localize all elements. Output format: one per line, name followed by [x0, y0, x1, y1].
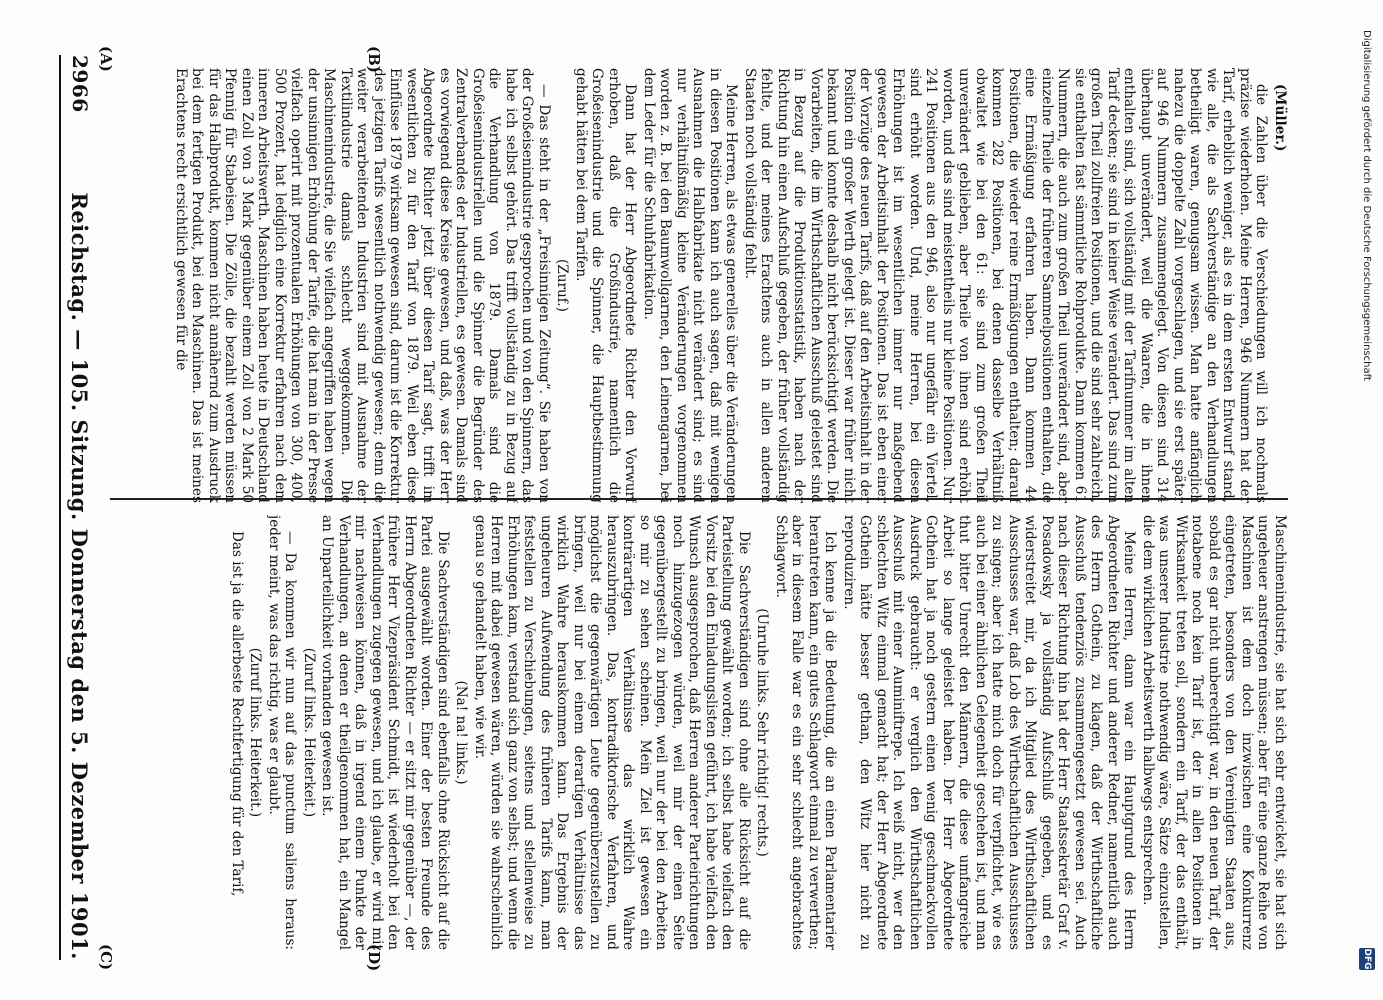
page-title: Reichstag. — 105. Sitzung. Donnerstag den 5. Dezember 1901. — [67, 192, 93, 960]
paragraph: Das ist ja die allerbeste Rechtfertigung für den Tarif, — [229, 531, 245, 897]
paragraph: Meine Herren, dann war ein Hauptgrund des Herrn Abgeordneten Richter und anderer Redner, namentlich auch des Herrn Gothein, zu klagen, daß der Wirthschaftliche Ausschuß tendenziös zusammengesetzt gewesen sei. Auch nach dieser Richtung hin hat der Herr Staatssekretär Graf v. Posadowsky ja vollständig Aufschluß gegeben, und es widerstreitet mir, da ich Mitglied des Wirthschaftlichen Ausschusses war, daß Lob des Wirthschaftlichen Ausschusses zu singen; aber ich hatte mich doch für verpflichtet, wie es auch bei einer ähnlichen Gelegenheit geschehen ist, und man thut bitter Unrecht den Männern, die diese umfangreiche Arbeit so lange geleistet haben. Der Herr Abgeordnete Gothein hat ja noch gestern einen wenig geschmackvollen Ausdruck gebraucht: er verglich den Wirthschaftlichen Ausschuß mit einer Auminiftrepe. Ich weiß nicht, wer den schlechten Witz einmal gemacht hat; der Herr Abgeordnete Gothein hätte besser gethan, den Witz hier nicht zu reproduziren. — [841, 515, 1138, 950]
margin-marker-d: (D) — [365, 944, 383, 972]
page-number: 2966 — [68, 55, 92, 113]
dfg-logo: DFG — [1359, 948, 1375, 970]
paragraph: Die Sachverständigen sind ebenfalls ohne Rücksicht auf die Partei ausgewählt worden. Einer der besten Freunde des Herrn Abgeordneten Richter — er sitzt mir gegenüber —, der frühere Herr Vizepräsident Schmidt, ist wiederholt bei den Verhandlungen zugegen gewesen, und ich glaube, er wird mit mir nachweisen können, daß in irgend einem Punkte der Verhandlungen, an denen er theilgenommen hat, ein Mangel an Unparteilichkeit vorhanden gewesen ist. — [319, 515, 451, 950]
column-divider — [110, 498, 1288, 500]
page-header — [65, 55, 95, 960]
footer-credit — [1359, 30, 1375, 970]
paragraph: Maschinenindustrie, sie hat sich sehr entwickelt, sie hat sich ungeheuer anstrengen müssen; aber für eine ganze Reihe von Maschinen ist dem doch inzwischen eine Konkurrenz eingetreten, besonders von den Vereinigten Staaten aus, sobald es gar nicht unberechtigt war, in den neuen Tarif, der notabene noch kein Tarif ist, der in allen Positionen in Wirksamkeit treten soll, sondern ein Tarif, der das enthält, was unserer Industrie nothwendig wäre, Sätze einzustellen, die dem wirklichen Arbeitswerth halbwegs entsprechen. — [1140, 515, 1288, 950]
paragraph: Die Sachverständigen sind ohne alle Rücksicht auf die Parteistellung gewählt worden; ich selbst habe vielfach den Vorsitz bei den Einladungslisten geführt, ich habe vielfach den Wunsch ausgesprochen, daß Herren anderer Parteirichtungen noch hinzugezogen würden, weil mir der einen Seite gegenübergestellt zu bringen, weil nur der bei den Arbeiten so mir zu sehen scheinen. Mein Ziel ist gewesen ein konträrartigen Verhältnisse das wirklich Wahre herauszubringen. Das, kontradiktorische Verfahren, und möglichst die gegenwärtigen Leute gegenüberzustellen zu bringen, weil nur bei einem derartigen Verhältnisse das wirklich Wahre herauskommen kann. Das Ergebnis der ungeheuren Aufwendung des früheren Tarifs kann, man feststellen zu Verschiebungen, seitens und stellenweise zu Erhöhungen kam, verstand sich ganz von selbst; und wenn die Herren mit dabei gewesen wären, würden sie wahrscheinlich genau so gehandelt haben, wie wir. — [472, 515, 752, 950]
interjection: (Zuruf links. Heiterkeit.) — [301, 647, 317, 818]
margin-marker-c: (C) — [97, 944, 115, 971]
paragraph: Dann hat der Herr Abgeordnete Richter den Vorwurf erhoben, daß die Großindustrie, namentlich die Großeisenindustrie und die Spinner, die Hauptbestimmung gehabt hätten bei dem Tarifen. — [573, 68, 639, 503]
paragraph: — Das steht in der „Freisinnigen Zeitung“. Sie haben von der Großeisenindustrie gesprochen und von den Spinnern, das habe ich selbst gehört. Das trifft vollständig zu in Bezug auf die Verhandlung von 1879. Damals sind die Großeisenindustriellen und die Spinner die Begründer des Zentralverbandes der Industriellen, es gewesen. Damals sind es vorwiegend diese Kreise gewesen, und daß, was der Herr Abgeordnete Richter jetzt über diesen Tarif sagt, trifft im wesentlichen zu für den Tarif von 1879. Weil eben diese Einflüsse 1879 wirksam gewesen sind, darum ist die Korrektur des jetzigen Tarifs wesentlich nothwendig gewesen; denn die weiter verarbeitenden Industrien sind mit Ausnahme der Textilindustrie damals schlecht weggekommen. Die Maschinenindustrie, die Sie vielfach angegriffen haben wegen der unsinnigen Erhöhung der Tarife, die hat man in der Presse vielfach operirt mit prozentualen Erhöhungen von 300, 400, 500 Prozent, hat lediglich eine Korrektur erfahren nach dem inneren Arbeitswerth. Maschinen haben heute in Deutschland einen Zoll von 3 Mark gegenüber einem Zoll von 2 Mark 50 Pfennig für Stabeisen. Die Zölle, die bezahlt werden müssen für das Halbprodukt, kommen nicht annähernd zum Ausdruck bei dem fertigen Produkt, bei den Maschinen. Das ist meines Erachtens recht ersichtlich gewesen für die — [173, 68, 552, 503]
interjection: (Zuruf links. Heiterkeit.) — [247, 647, 264, 818]
header-rule — [59, 55, 61, 960]
margin-marker-b: (B) — [365, 46, 383, 73]
margin-marker-a: (A) — [97, 46, 115, 72]
interjection: (Na! na! links.) — [453, 680, 470, 785]
left-column — [110, 68, 1288, 503]
speaker-name: (Müller.) — [1272, 84, 1288, 152]
paragraph: die Zahlen über die Verschiedungen will ich nochmals präzise wiederholen. Meine Herren, 946 Nummern hat der Tarif, erheblich weniger, als es in dem ersten Entwurf stand, wie alle, die als Sachverständige an den Verhandlungen betheiligt waren, genugsam wissen. Man hatte anfänglich nahezu die doppelte Zahl vorgeschlagen, und sie erst später auf 946 Nummern zusammengelegt. Von diesen sind 314 überhaupt unverändert, weil die Waaren, die in ihnen enthalten sind, sich vollständig mit der Tarifnummer im alten Tarif decken; sie sind in keiner Weise verändert. Das sind zum großen Theil zollfreien Positionen, und die sind sehr zahlreich, sie enthalten fast sämmtliche Rohprodukte. Dann kommen 61 Nummern, die auch zum großen Theil unverändert sind, aber einzelne Theile der früheren Sammelpositionen enthalten, die eine Ermäßigung erfahren haben. Dann kommen 44 Positionen, die wieder reine Ermäßigungen enthalten; darauf kommen 282 Positionen, bei denen dasselbe Verhältniß obwaltet wie bei den 61: sie sind zum großen Theil unverändert geblieben, aber Theile von ihnen sind erhöht worden, und das sind meistentheils nur kleine Positionen. Nur 241 Positionen aus den 946, also nur ungefähr ein Viertel, sind erhöht worden. Und, meine Herren, bei diesen Erhöhungen ist im wesentlichen immer nur maßgebend gewesen der Arbeitsinhalt der Positionen. Das ist eben einer der Vorzüge des neuen Tarifs, daß auf den Arbeitsinhalt in der Position ein großer Werth gelegt ist. Dieser war früher nicht bekannt und konnte deshalb nicht berücksichtigt werden. Die Vorarbeiten, die im Wirthschaftlichen Ausschuß geleistet sind in Bezug auf die Produktionsstatistik, haben nach der Richtung hin einen Aufschluß gegeben, der früher vollständig fehlte, und der meines Erachtens auch in allen anderen Staaten noch vollständig fehlt. — [742, 68, 1270, 503]
footer-text: Digitalisierung gefördert durch die Deutsche Forschungsgemeinschaft — [1361, 30, 1373, 381]
paragraph: Meine Herren, als etwas generelles über die Veränderungen in diesen Positionen kann ich auch sagen, daß mit wenigen Ausnahmen die Halbfabrikate nicht verändert sind; es sind nur verhältnißmäßig kleine Veränderungen vorgenommen worden z. B. bei den Baumwollgarnen, den Leinengarnen, bei dem Leder für die Schuhfabrikation. — [641, 68, 740, 503]
right-column — [110, 515, 1288, 950]
paragraph: Ich kenne ja die Bedeutung, die an einen Parlamentarier herantreten kann, ein gutes Schlagwort einmal zu verwerthen; aber in diesem Falle war es ein sehr schlecht angebrachtes Schlagwort. — [773, 515, 839, 950]
paragraph: — Da kommen wir nun auf das punctum saliens heraus: jeder meint, was das richtig, was er glaubt. — [266, 515, 299, 950]
interjection: (Unruhe links. Sehr richtig! rechts.) — [754, 608, 771, 857]
interjection: (Zuruf.) — [554, 259, 571, 312]
